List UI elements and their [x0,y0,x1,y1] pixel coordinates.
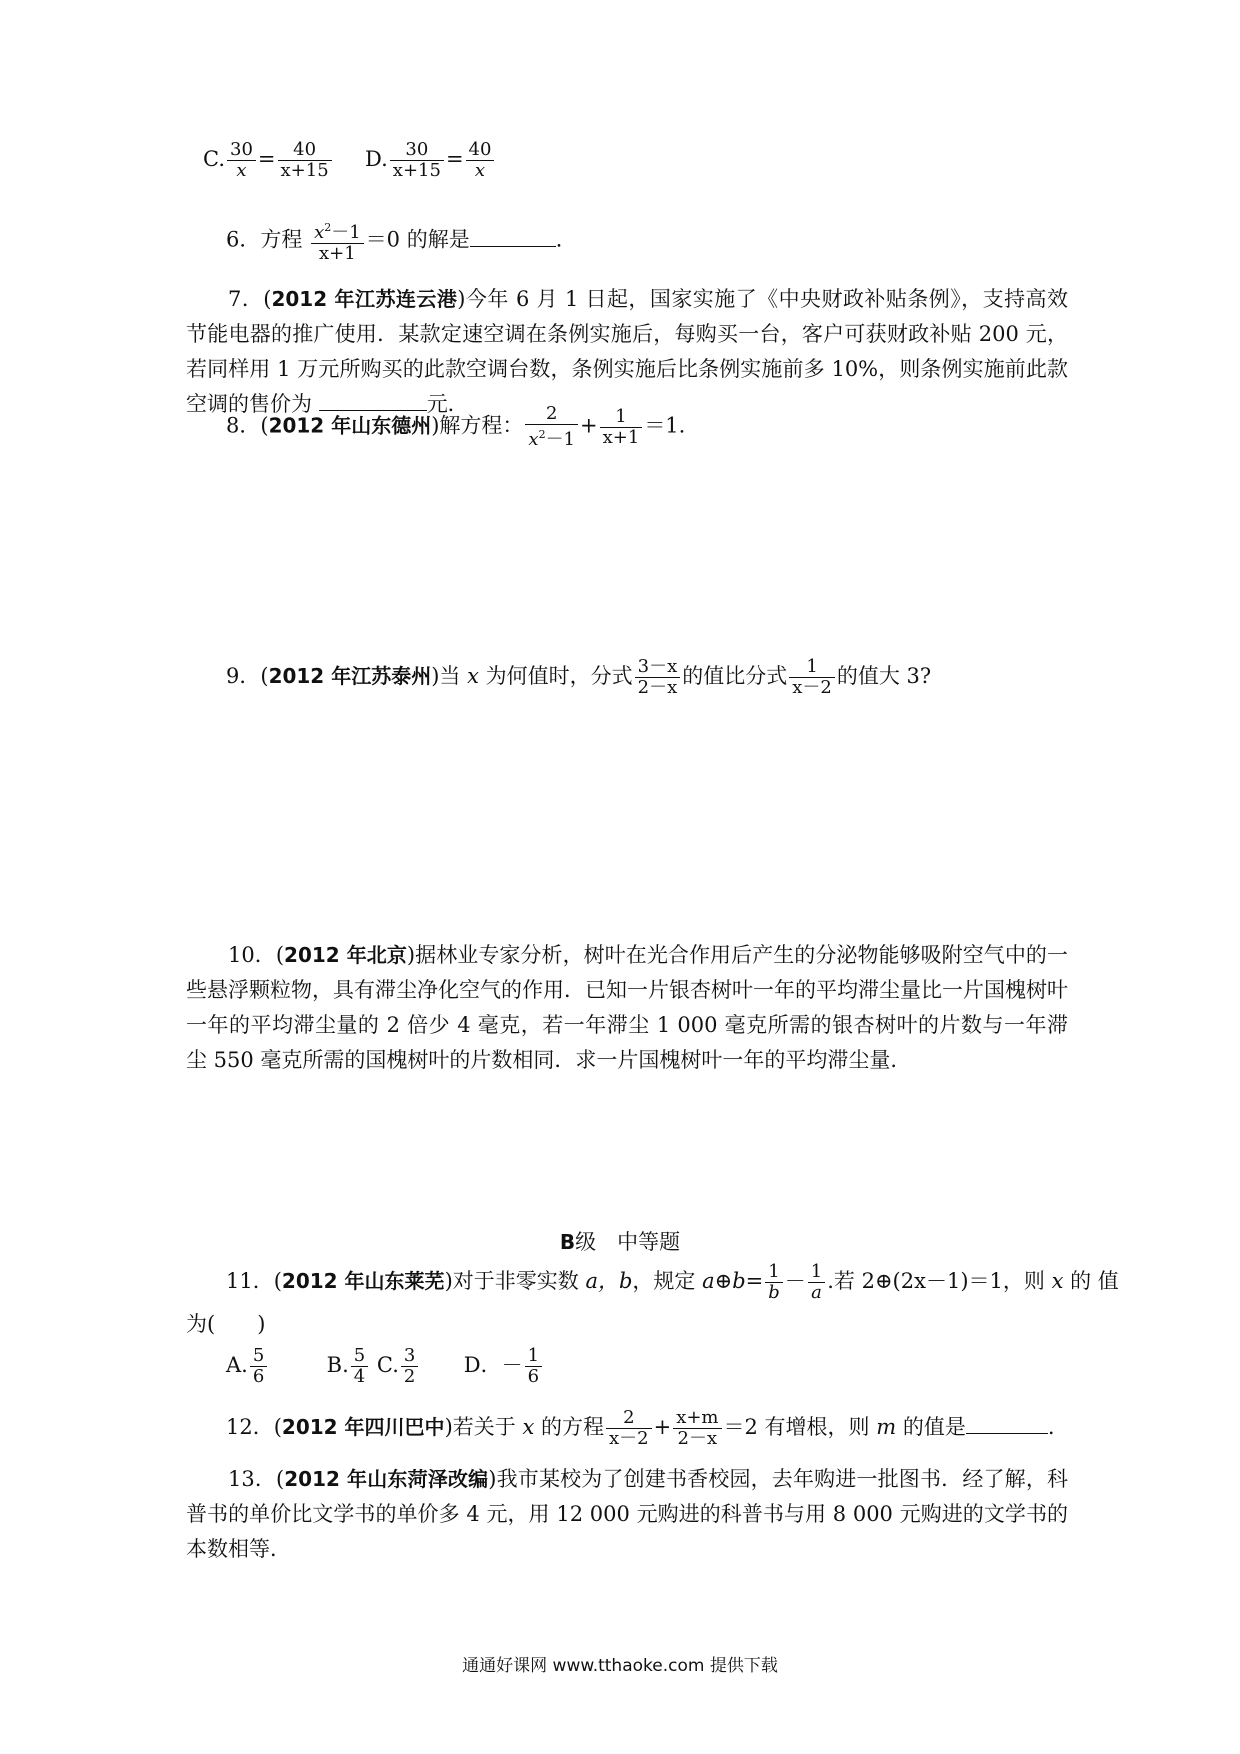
q11-option-b: $\frac{5}{4}$ [351,1346,368,1387]
q5-c-label: C. [203,147,225,171]
page-footer: 通通好课网 www.tthaoke.com 提供下载 [462,1656,778,1676]
q12-fraction-1: $\frac{2}{x-2}$ [606,1408,652,1449]
q12-fraction-2: $\frac{x+m}{2-x}$ [673,1408,721,1449]
section-b-heading: B级 中等题 [559,1230,681,1254]
q8-fraction-1: $\frac{2}{x^2-1}$ [525,404,578,450]
question-12: 12．(2012 年四川巴中)若关于 x 的方程 $\frac{2}{x-2}$ + $\frac{x+m}{2-x}$ ＝2 有增根，则 m 的值是 . [226,1407,1055,1449]
q12-answer-blank[interactable] [966,1415,1048,1434]
q9-fraction-2: $\frac{1}{x-2}$ [789,657,835,698]
q8-source: 2012 年山东德州 [268,413,432,438]
q7-source: 2012 年江苏连云港 [271,287,458,311]
q5-c-left-fraction: $\frac{30}{x}$ [227,140,256,181]
q13-source: 2012 年山东菏泽改编 [284,1467,489,1491]
question-7: 7．(2012 年江苏连云港)今年 6 月 1 日起，国家实施了《中央财政补贴条例》，支持高效节能电器的推广使用．某款定速空调在条例实施后，每购买一台，客户可获财政补贴 200 元，若同样用 1 万元所购买的此款空调台数，条例实施后比条例实施前多 10%，则条例实施前此款空调的售价为 元． [186,287,1068,416]
q5-c-right-fraction: $\frac{40}{x+15}$ [278,140,332,181]
q6-fraction: $\frac{x^2-1}{x+1}$ [311,218,364,264]
question-13: 13．(2012 年山东菏泽改编)我市某校为了创建书香校园，去年购进一批图书．经了解，科普书的单价比文学书的单价多 4 元，用 12 000 元购进的科普书与用 8 000 元购进的文学书的本数相等． [186,1467,1068,1561]
q5-d-label: D. [365,147,388,171]
q6-answer-blank[interactable] [470,228,556,247]
question-10: 10．(2012 年北京)据林业专家分析，树叶在光合作用后产生的分泌物能够吸附空气中的一些悬浮颗粒物，具有滞尘净化空气的作用．已知一片银杏树叶一年的平均滞尘量比一片国槐树叶一年的平均滞尘量的 2 倍少 4 毫克，若一年滞尘 1 000 毫克所需的银杏树叶的片数与一年滞尘 550 毫克所需的国槐树叶的片数相同．求一片国槐树叶一年的平均滞尘量． [186,943,1068,1072]
q11-fraction-1: $\frac{1}{b}$ [765,1262,783,1303]
question-11-options: A. $\frac{5}{6}$ B. $\frac{5}{4}$ C. $\frac{3}{2}$ D．－ $\frac{1}{6}$ [226,1346,544,1387]
question-8: 8．(2012 年山东德州)解方程： $\frac{2}{x^2-1}$ + $\frac{1}{x+1}$ ＝1. [226,403,686,450]
question-11: 11．(2012 年山东莱芜)对于非零实数 a，b，规定 a⊕b= $\frac{1}{b}$ － $\frac{1}{a}$ .若 2⊕(2x－1)＝1，则 x 的 值 [226,1261,1119,1303]
q12-source: 2012 年四川巴中 [281,1415,445,1439]
q10-source: 2012 年北京 [284,943,407,967]
q5-d-left-fraction: $\frac{30}{x+15}$ [390,140,444,181]
question-9: 9．(2012 年江苏泰州)当 x 为何值时，分式 $\frac{3-x}{2-x}$ 的值比分式 $\frac{1}{x-2}$ 的值大 3? [226,656,932,698]
q11-source: 2012 年山东莱芜 [281,1269,445,1293]
q11-option-d: $\frac{1}{6}$ [525,1346,542,1387]
q5-d-right-fraction: $\frac{40}{x}$ [466,140,495,181]
q11-option-a: $\frac{5}{6}$ [250,1346,267,1387]
q9-source: 2012 年江苏泰州 [268,664,432,688]
q9-fraction-1: $\frac{3-x}{2-x}$ [635,657,681,698]
q11-option-c: $\frac{3}{2}$ [401,1346,418,1387]
q8-fraction-2: $\frac{1}{x+1}$ [600,407,643,448]
q5-options: C. $\frac{30}{x}$ = $\frac{40}{x+15}$ D. $\frac{30}{x+15}$ = $\frac{40}{x}$ [203,140,496,181]
q11-fraction-2: $\frac{1}{a}$ [808,1262,825,1303]
question-6: 6．方程 $\frac{x^2-1}{x+1}$ ＝0 的解是 ． [226,218,577,264]
question-11-line-2: 为( ) [186,1312,266,1336]
